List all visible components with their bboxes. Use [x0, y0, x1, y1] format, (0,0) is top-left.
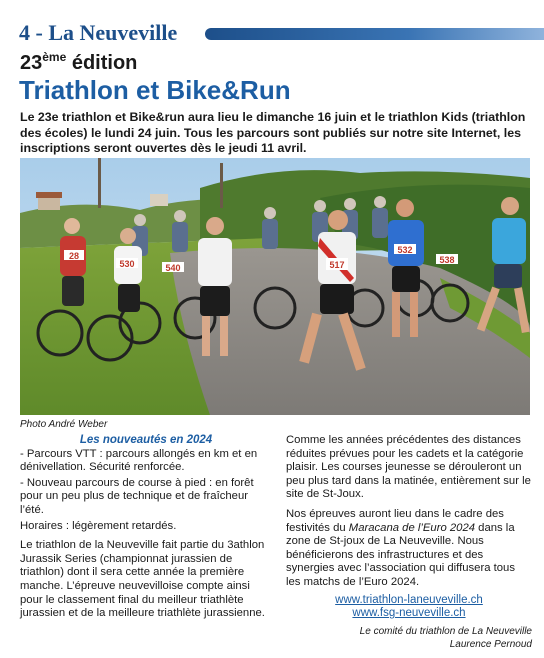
- edition-word: édition: [71, 52, 138, 74]
- distances-paragraph: Comme les années précédentes des distances réduites prévues pour les cadets et la catégorie plaisir. Les courses jeunesse se dérouleront un peu plus tard dans la matinée, entièrement sur le site de St-Joux.: [286, 434, 531, 501]
- right-column: [286, 434, 532, 651]
- edition-suffix: ème: [42, 50, 67, 64]
- jurassik-paragraph: Le triathlon de la Neuveville fait partie du 3athlon Jurassik Series (championnat jurassien de triathlon) dont il sera cette année la première manche. L’épreuve neuvevilloise compte ainsi pour le classement final du meilleur triathlète jurassien et de la meilleure triathlète jurassienne.: [20, 539, 265, 620]
- edition-line: [20, 52, 137, 75]
- signature-name: Laurence Pernoud: [449, 638, 532, 650]
- euro-text-1: Nos épreuves auront lieu dans le cadre des festivités du: [286, 507, 504, 534]
- news-item-horaires: Horaires : légèrement retardés.: [20, 519, 177, 532]
- maracana-text: Maracana de l’Euro 2024: [348, 521, 476, 534]
- header-bar: [205, 28, 544, 40]
- news-subhead: Les nouveautés en 2024: [79, 434, 213, 446]
- lead-paragraph: Le 23e triathlon et Bike&run aura lieu le dimanche 16 juin et le triathlon Kids (triathlon des écoles) le lundi 24 juin. Tous les parcours sont publiés sur notre site Internet, les inscriptions seront ouvertes dès le jeudi 11 avril.: [20, 110, 526, 155]
- section-header: [0, 20, 544, 50]
- bib-6: 538: [439, 255, 455, 265]
- website-links: [286, 594, 532, 621]
- article-title: Triathlon et Bike&Run: [19, 75, 291, 105]
- news-item-course: - Nouveau parcours de course à pied : en forêt pour un peu plus de technique et de fraîcheur l’été.: [20, 476, 254, 516]
- triathlon-website-link[interactable]: www.triathlon-laneuveville.ch: [335, 593, 483, 606]
- euro-paragraph: [286, 508, 532, 590]
- news-item-vtt: - Parcours VTT : parcours allongés en km et en dénivellation. Sécurité renforcée.: [20, 447, 258, 474]
- euro-text-2: dans la zone de St-joux de La Neuveville. Nous bénéficierons des infrastructures et des synergies avec l’association qui diffusera tous les matchs de l’Euro 2024.: [286, 521, 515, 588]
- edition-number: 23: [20, 52, 43, 74]
- signature: [286, 625, 532, 651]
- left-column: [20, 434, 272, 623]
- fsg-website-link[interactable]: www.fsg-neuveville.ch: [352, 607, 466, 620]
- bib-3: 517: [329, 260, 345, 270]
- bib-1: 28: [68, 251, 80, 261]
- bib-4: 532: [397, 245, 413, 255]
- photo-credit: Photo André Weber: [20, 419, 108, 430]
- section-title: 4 - La Neuveville: [19, 20, 178, 45]
- signature-committee: Le comité du triathlon de La Neuveville: [359, 625, 532, 637]
- race-photo-illustration: [20, 158, 530, 415]
- bib-2: 530: [119, 259, 135, 269]
- bib-5: 540: [165, 263, 181, 273]
- race-photo: [20, 158, 530, 415]
